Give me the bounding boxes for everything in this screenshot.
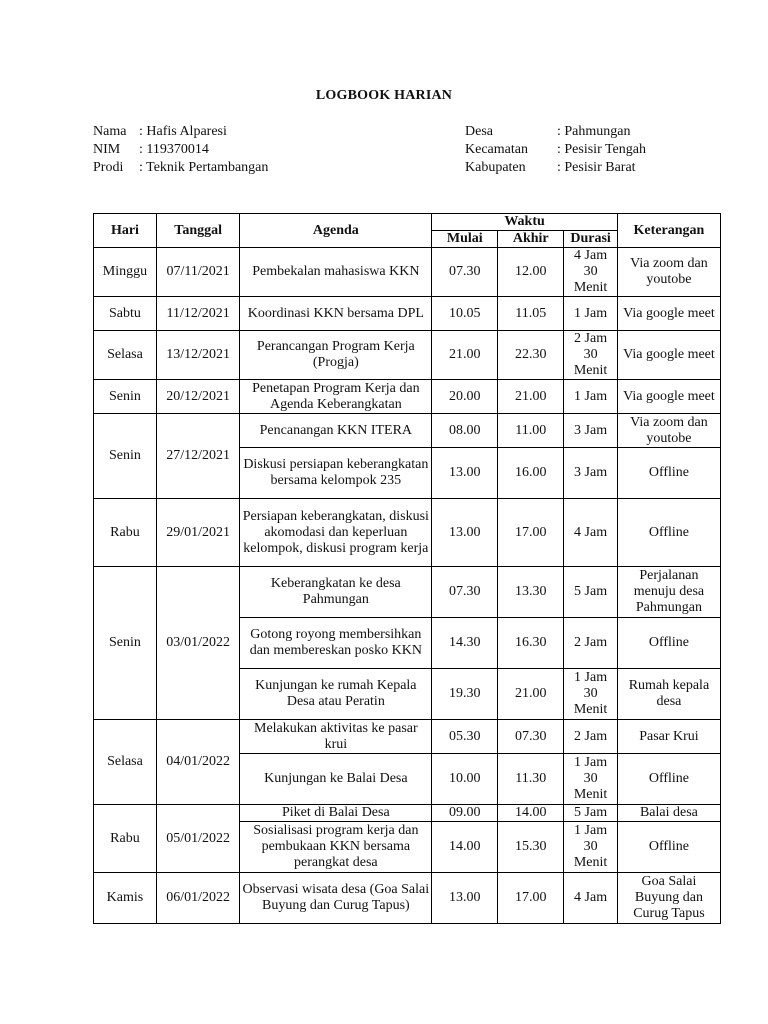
cell-durasi: 4 Jam [564,873,618,924]
field-value: : Hafis Alparesi [139,124,227,139]
table-row [94,873,721,924]
cell-akhir: 16.00 [498,448,564,499]
header-keterangan: Keterangan [617,214,720,248]
cell-hari: Selasa [94,331,157,380]
cell-akhir: 22.30 [498,331,564,380]
cell-tanggal: 06/01/2022 [156,873,240,924]
cell-akhir: 12.00 [498,248,564,297]
logbook-table [93,213,721,924]
cell-hari: Sabtu [94,297,157,331]
cell-agenda: Melakukan aktivitas ke pasar krui [240,720,432,754]
cell-hari: Rabu [94,805,157,873]
location-desa-row [465,123,646,141]
student-nim-row [93,141,268,159]
field-label: Nama [93,124,127,139]
cell-tanggal: 29/01/2021 [156,499,240,567]
cell-akhir: 21.00 [498,669,564,720]
cell-mulai: 08.00 [432,414,498,448]
cell-durasi: 2 Jam 30 Menit [564,331,618,380]
cell-agenda: Gotong royong membersihkan dan membereskan posko KKN [240,618,432,669]
cell-akhir: 13.30 [498,567,564,618]
cell-durasi: 5 Jam [564,805,618,822]
cell-keterangan: Balai desa [617,805,720,822]
cell-keterangan: Rumah kepala desa [617,669,720,720]
cell-hari: Kamis [94,873,157,924]
table-row [94,805,721,822]
cell-durasi: 1 Jam 30 Menit [564,669,618,720]
table-row [94,331,721,380]
cell-durasi: 2 Jam [564,720,618,754]
cell-agenda: Diskusi persiapan keberangkatan bersama kelompok 235 [240,448,432,499]
logbook-body [94,248,721,924]
cell-keterangan: Offline [617,754,720,805]
field-value: : Pesisir Barat [557,160,636,175]
cell-keterangan: Goa Salai Buyung dan Curug Tapus [617,873,720,924]
cell-agenda: Sosialisasi program kerja dan pembukaan KKN bersama perangkat desa [240,822,432,873]
cell-akhir: 11.30 [498,754,564,805]
location-info [465,123,646,177]
cell-keterangan: Pasar Krui [617,720,720,754]
cell-durasi: 3 Jam [564,448,618,499]
location-kecamatan-row [465,141,646,159]
cell-keterangan: Via google meet [617,297,720,331]
cell-keterangan: Offline [617,822,720,873]
cell-tanggal: 05/01/2022 [156,805,240,873]
cell-akhir: 15.30 [498,822,564,873]
cell-durasi: 2 Jam [564,618,618,669]
table-row [94,567,721,618]
cell-keterangan: Offline [617,618,720,669]
table-row [94,297,721,331]
cell-mulai: 20.00 [432,380,498,414]
cell-agenda: Penetapan Program Kerja dan Agenda Keberangkatan [240,380,432,414]
cell-mulai: 10.00 [432,754,498,805]
field-label: Desa [465,124,493,139]
cell-mulai: 05.30 [432,720,498,754]
cell-mulai: 10.05 [432,297,498,331]
cell-akhir: 11.00 [498,414,564,448]
cell-akhir: 21.00 [498,380,564,414]
cell-keterangan: Perjalanan menuju desa Pahmungan [617,567,720,618]
cell-mulai: 13.00 [432,873,498,924]
table-row [94,248,721,297]
cell-tanggal: 27/12/2021 [156,414,240,499]
cell-keterangan: Offline [617,499,720,567]
cell-akhir: 17.00 [498,873,564,924]
location-kabupaten-row [465,159,646,177]
table-row [94,414,721,448]
cell-tanggal: 11/12/2021 [156,297,240,331]
header-row [94,214,721,231]
cell-mulai: 09.00 [432,805,498,822]
student-prodi-row [93,159,268,177]
header-tanggal: Tanggal [156,214,240,248]
cell-tanggal: 03/01/2022 [156,567,240,720]
cell-mulai: 13.00 [432,499,498,567]
cell-agenda: Koordinasi KKN bersama DPL [240,297,432,331]
table-row [94,380,721,414]
cell-agenda: Piket di Balai Desa [240,805,432,822]
cell-hari: Senin [94,567,157,720]
cell-agenda: Pembekalan mahasiswa KKN [240,248,432,297]
cell-akhir: 14.00 [498,805,564,822]
field-label: Prodi [93,160,124,175]
cell-hari: Rabu [94,499,157,567]
cell-hari: Senin [94,380,157,414]
cell-agenda: Kunjungan ke rumah Kepala Desa atau Peratin [240,669,432,720]
header-akhir: Akhir [498,231,564,248]
cell-hari: Selasa [94,720,157,805]
cell-akhir: 17.00 [498,499,564,567]
cell-agenda: Keberangkatan ke desa Pahmungan [240,567,432,618]
student-name-row [93,123,268,141]
cell-tanggal: 13/12/2021 [156,331,240,380]
cell-mulai: 07.30 [432,567,498,618]
header-waktu: Waktu [432,214,618,231]
cell-hari: Senin [94,414,157,499]
cell-durasi: 3 Jam [564,414,618,448]
cell-agenda: Kunjungan ke Balai Desa [240,754,432,805]
cell-tanggal: 04/01/2022 [156,720,240,805]
cell-agenda: Perancangan Program Kerja (Progja) [240,331,432,380]
cell-mulai: 13.00 [432,448,498,499]
cell-keterangan: Offline [617,448,720,499]
cell-mulai: 19.30 [432,669,498,720]
cell-agenda: Pencanangan KKN ITERA [240,414,432,448]
cell-durasi: 1 Jam [564,380,618,414]
cell-keterangan: Via google meet [617,380,720,414]
header-durasi: Durasi [564,231,618,248]
header-mulai: Mulai [432,231,498,248]
cell-mulai: 14.00 [432,822,498,873]
cell-mulai: 07.30 [432,248,498,297]
cell-durasi: 4 Jam [564,499,618,567]
field-label: NIM [93,142,121,157]
cell-keterangan: Via google meet [617,331,720,380]
cell-durasi: 1 Jam 30 Menit [564,822,618,873]
cell-durasi: 1 Jam [564,297,618,331]
field-value: : Teknik Pertambangan [139,160,269,175]
header-agenda: Agenda [240,214,432,248]
cell-tanggal: 07/11/2021 [156,248,240,297]
cell-tanggal: 20/12/2021 [156,380,240,414]
table-row [94,720,721,754]
cell-durasi: 1 Jam 30 Menit [564,754,618,805]
header-hari: Hari [94,214,157,248]
field-value: : Pahmungan [557,124,631,139]
cell-durasi: 4 Jam 30 Menit [564,248,618,297]
cell-akhir: 11.05 [498,297,564,331]
cell-agenda: Persiapan keberangkatan, diskusi akomodasi dan keperluan kelompok, diskusi program kerja [240,499,432,567]
cell-keterangan: Via zoom dan youtobe [617,248,720,297]
cell-hari: Minggu [94,248,157,297]
table-row [94,499,721,567]
cell-durasi: 5 Jam [564,567,618,618]
cell-agenda: Observasi wisata desa (Goa Salai Buyung dan Curug Tapus) [240,873,432,924]
cell-akhir: 07.30 [498,720,564,754]
page-title: LOGBOOK HARIAN [315,88,453,103]
field-label: Kabupaten [465,160,526,175]
field-label: Kecamatan [465,142,528,157]
field-value: : Pesisir Tengah [557,142,646,157]
student-info [93,123,268,177]
field-value: : 119370014 [139,142,209,157]
cell-akhir: 16.30 [498,618,564,669]
cell-mulai: 14.30 [432,618,498,669]
cell-keterangan: Via zoom dan youtobe [617,414,720,448]
cell-mulai: 21.00 [432,331,498,380]
